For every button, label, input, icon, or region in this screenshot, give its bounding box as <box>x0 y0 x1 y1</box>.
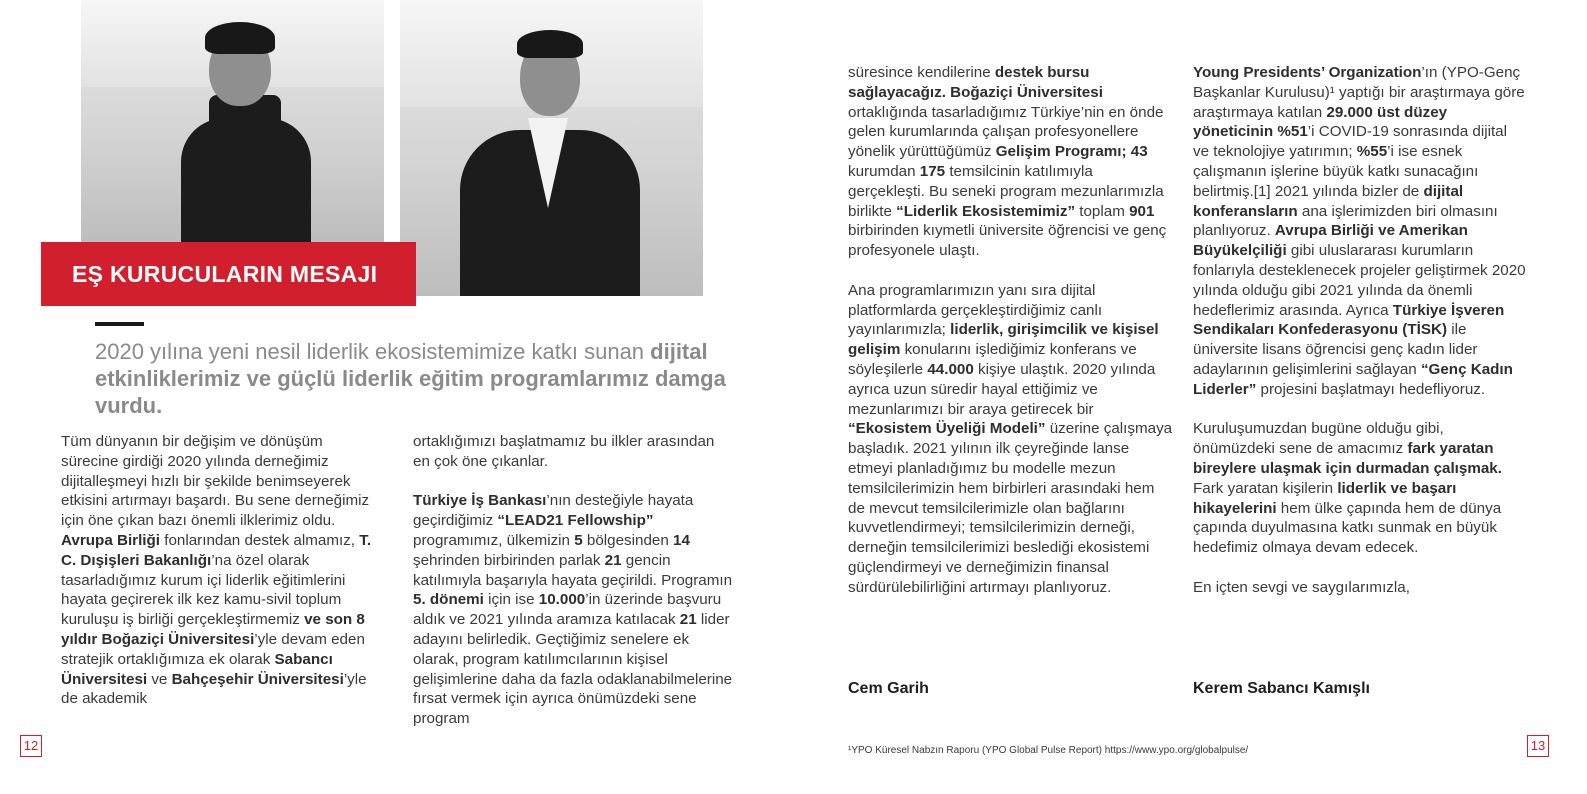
emphasis-text: Türkiye İş Bankası <box>413 492 547 510</box>
emphasis-text: liderlik ve başarı hikayelerini <box>1193 479 1457 517</box>
page-number-left: 12 <box>20 735 42 757</box>
lead-paragraph <box>95 338 735 419</box>
emphasis-text: 901 <box>1129 202 1155 220</box>
emphasis-text: Gelişim Programı; 43 <box>995 143 1148 161</box>
footnote: ¹YPO Küresel Nabzın Raporu (YPO Global Pulse Report) https://www.ypo.org/globalpulse/ <box>848 745 1249 756</box>
col2-paragraph-1: ortaklığımızı başlatmamız bu ilkler arasından en çok öne çıkanlar. <box>413 433 715 470</box>
title-divider <box>95 322 144 326</box>
emphasis-text: 5. dönemi <box>413 591 484 609</box>
section-title: EŞ KURUCULARIN MESAJI <box>72 261 378 287</box>
emphasis-text: 21 <box>604 551 622 569</box>
emphasis-text: 14 <box>673 531 690 549</box>
cofounder-photo-left <box>81 0 384 243</box>
emphasis-text: destek bursu sağlayacağız. Boğaziçi Üniversitesi <box>848 64 1103 101</box>
col4-paragraph-1: Young Presidents’ Organization’ın (YPO-Genç Başkanlar Kurulusu)¹ yaptığı bir araştırmaya göre araştırmaya katılan 29.000 üst düzey yöneticinin %51’i COVID-19 sonrasında dijital ve teknolojiye yatırımın; %55’i ise esnek çalışmanın işlerine büyük katkı sunacağını belirtmiş.[1] 2021 yılında bizler de dijital konferansların ana işlerimizden biri olmasını planlıyoruz. Avrupa Birliği ve Amerikan Büyükelçiliği gibi uluslararası kurumların fonlarıyla desteklenecek projeler geliştirmek 2020 yılında olduğu gibi 2021 yılında da önemli hedeflerimiz arasında. Ayrıca Türkiye İşveren Sendikaları Konfederasyonu (TİSK) ile üniversite lisans öğrencisi genç kadın lider adaylarının gelişimlerini sağlayan “Genç Kadın Liderler” projesini başlatmayı hedefliyoruz. <box>1193 64 1526 398</box>
emphasis-text: “Ekosistem Üyeliği Modeli” <box>848 420 1046 438</box>
emphasis-text: “Genç Kadın Liderler” <box>1193 360 1513 398</box>
emphasis-text: “LEAD21 Fellowship” <box>497 512 654 530</box>
emphasis-text: 5 <box>574 531 583 549</box>
col2-paragraph-2: Türkiye İş Bankası’nın desteğiyle hayata geçirdiğimiz “LEAD21 Fellowship” programımız, ülkemizin 5 bölgesinden 14 şehrinden birbirinden parlak 21 gencin katılımıyla başarıyla hayata geçirildi. Programın 5. dönemi için ise 10.000’in üzerinde başvuru aldık ve 2021 yılında aramıza katılacak 21 lider adayını belirledik. Geçtiğimiz senelere ek olarak, program katılımcılarının kişisel gelişimlerine daha da fazla odaklanabilmelerine fırsat vermek için ayrıca önümüzdeki sene program <box>413 492 733 728</box>
emphasis-text: %55 <box>1356 143 1388 161</box>
emphasis-text: 44.000 <box>927 360 974 378</box>
page-number-right: 13 <box>1527 735 1549 757</box>
emphasis-text: Bahçeşehir Üniversitesi <box>171 670 344 688</box>
cofounder-photo-right <box>400 0 703 296</box>
col3-paragraph-2: Ana programlarımızın yanı sıra dijital platformlarda gerçekleştirdiğimiz canlı yayınlarımızla; liderlik, girişimcilik ve kişisel gelişim konularını işlediğimiz konferans ve söyleşilerle 44.000 kişiye ulaştık. 2020 yılında ayrıca uzun süredir hayal ettiğimiz ve mezunlarımızı bir araya getirecek bir “Ekosistem Üyeliği Modeli” üzerine çalışmaya başladık. 2021 yılının ilk çeyreğinde lanse etmeyi planladığımız bu modelle mezun temsilcilerimizin hem birbirleri arasındaki hem de mevcut temsilcilerimizle olan bağlarını kuvvetlendirmeyi; temsilcilerimizin derneği, derneğin temsilcilerimizi beslediği ekosistemi güçlendirmeyi ve derneğimizin finansal sürdürülebilirliğini artırmayı planlıyoruz. <box>848 281 1173 596</box>
col1-paragraph: Tüm dünyanın bir değişim ve dönüşüm sürecine girdiği 2020 yılında derneğimiz dijitalleşmeyi hızlı bir şekilde benimseyerek etkisini artırmayı başardı. Bu sene derneğimiz için öne çıkan bazı önemli ilklerimiz oldu. Avrupa Birliği fonlarından destek almamız, T. C. Dışişleri Bakanlığı’na özel olarak tasarladığımız kurum içi liderlik eğitimlerini hayata geçirerek ilk kez kamu-sivil toplum kuruluşu iş birliği gerçekleştirmemiz ve son 8 yıldır Boğaziçi Üniversitesi’yle devam eden stratejik ortaklığımıza ek olarak Sabancı Üniversitesi ve Bahçeşehir Üniversitesi’yle de akademik <box>61 433 372 708</box>
emphasis-text: liderlik, girişimcilik ve kişisel gelişim <box>848 321 1159 359</box>
col3-paragraph-1: süresince kendilerine destek bursu sağlayacağız. Boğaziçi Üniversitesi ortaklığında tasarladığımız Türkiye’nin en önde gelen kurumlarında çalışan profesyonellere yönelik yürüttüğümüz Gelişim Programı; 43 kurumdan 175 temsilcinin katılımıyla gerçekleşti. Bu seneki program mezunlarımızla birlikte “Liderlik Ekosistemimiz” toplam 901 birbirinden kıymetli üniversite öğrencisi ve genç profesyonele ulaştı. <box>848 64 1167 260</box>
body-column-4 <box>1193 63 1526 617</box>
body-column-1 <box>61 432 379 729</box>
emphasis-text: Türkiye İşveren Sendikaları Konfederasyonu (TİSK) <box>1193 301 1505 339</box>
body-column-3 <box>848 63 1173 617</box>
emphasis-text: “Liderlik Ekosistemimiz” <box>896 202 1076 220</box>
emphasis-text: dijital konferansların <box>1193 182 1464 220</box>
emphasis-text: Avrupa Birliği <box>61 531 161 549</box>
section-title-banner <box>41 242 416 306</box>
body-column-2 <box>413 432 735 749</box>
signature-right: Kerem Sabancı Kamışlı <box>1193 680 1370 697</box>
emphasis-text: Young Presidents’ Organization <box>1193 64 1422 81</box>
emphasis-text: ve son 8 yıldır Boğaziçi Üniversitesi <box>61 611 365 648</box>
col4-closing: En içten sevgi ve saygılarımızla, <box>1193 578 1410 596</box>
signature-left: Cem Garih <box>848 680 929 697</box>
lead-bold: dijital etkinliklerimiz ve güçlü liderlik eğitim programlarımız damga vurdu. <box>95 339 726 418</box>
lead-plain: 2020 yılına yeni nesil liderlik ekosistemimize katkı sunan <box>95 339 651 364</box>
emphasis-text: 10.000 <box>538 591 586 609</box>
emphasis-text: Avrupa Birliği ve Amerikan Büyükelçiliği <box>1193 222 1468 260</box>
emphasis-text: 175 <box>919 162 946 180</box>
emphasis-text: Sabancı Üniversitesi <box>61 650 333 688</box>
emphasis-text: fark yaratan bireylere ulaşmak için durmadan çalışmak. <box>1193 440 1502 477</box>
emphasis-text: 29.000 üst düzey yöneticinin %51 <box>1193 103 1448 141</box>
emphasis-text: 21 <box>679 611 697 629</box>
emphasis-text: T. C. Dışişleri Bakanlığı <box>61 531 372 569</box>
col4-paragraph-2: Kuruluşumuzdan bugüne olduğu gibi, önümüzdeki sene de amacımız fark yaratan bireylere ulaşmak için durmadan çalışmak. Fark yaratan kişilerin liderlik ve başarı hikayelerini hem ülke çapında hem de dünya çapında duyulmasına katkı sunmak en büyük hedefimiz olmaya devam edecek. <box>1193 420 1502 557</box>
